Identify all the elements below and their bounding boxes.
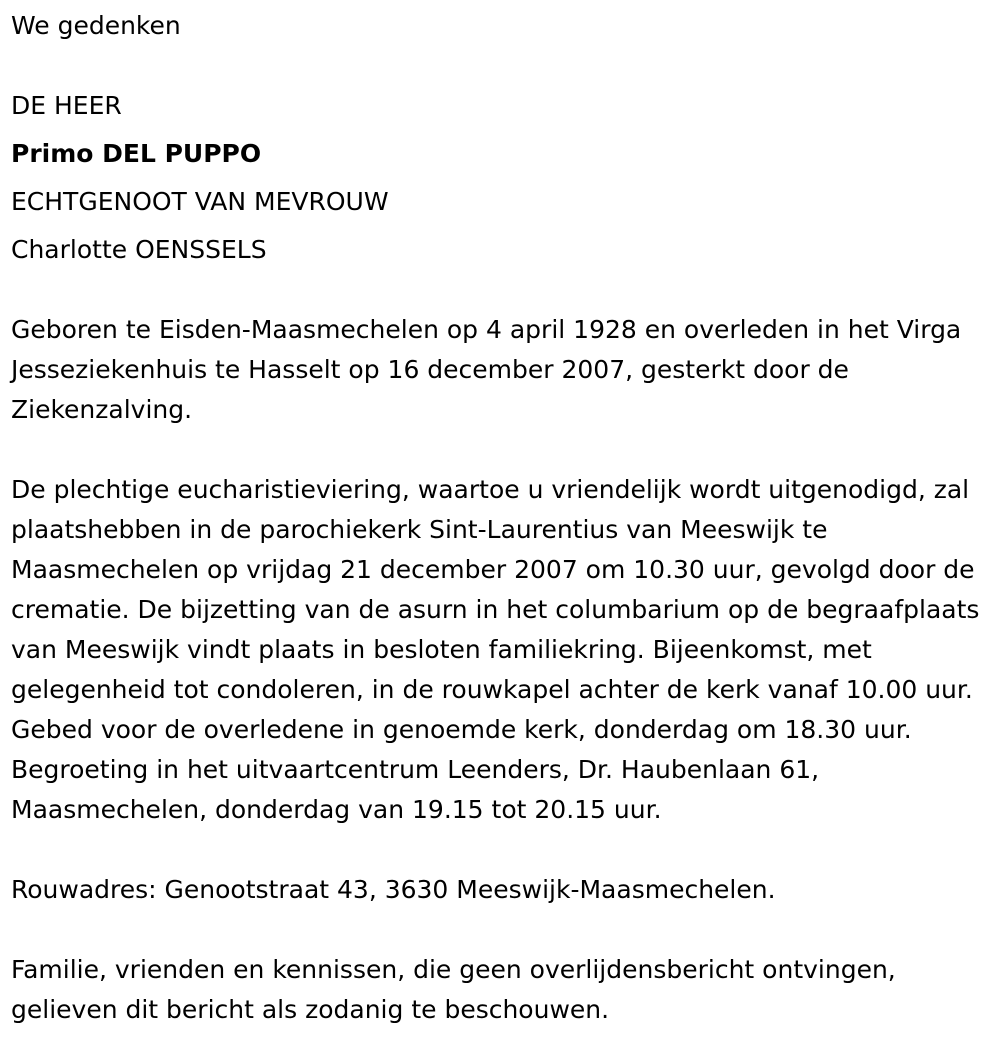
birth-death-paragraph: Geboren te Eisden-Maasmechelen op 4 april 1928 en overleden in het Virga Jesseziekenhuis te Hasselt op 16 december 2007, gesterkt door de Ziekenzalving.: [11, 315, 962, 424]
address-text: Rouwadres: Genootstraat 43, 3630 Meeswijk-Maasmechelen.: [11, 875, 776, 904]
closing-paragraph: Familie, vrienden en kennissen, die geen overlijdensbericht ontvingen, gelieven dit bericht als zodanig te beschouwen.: [11, 955, 896, 1024]
spouse-name: Charlotte OENSSELS: [11, 235, 267, 264]
spouse-label: ECHTGENOOT VAN MEVROUW: [11, 187, 389, 216]
title-prefix: DE HEER: [11, 91, 122, 120]
deceased-name: Primo DEL PUPPO: [11, 139, 262, 168]
intro-text: We gedenken: [11, 11, 181, 40]
ceremony-paragraph: De plechtige eucharistieviering, waartoe u vriendelijk wordt uitgenodigd, zal plaatshebben in de parochiekerk Sint-Laurentius van Meeswijk te Maasmechelen op vrijdag 21 december 2007 om 10.30 uur, gevolgd door de crematie. De bijzetting van de asurn in het columbarium op de begraafplaats van Meeswijk vindt plaats in besloten familiekring. Bijeenkomst, met gelegenheid tot condoleren, in de rouwkapel achter de kerk vanaf 10.00 uur. Gebed voor de overledene in genoemde kerk, donderdag om 18.30 uur. Begroeting in het uitvaartcentrum Leenders, Dr. Haubenlaan 61, Maasmechelen, donderdag van 19.15 tot 20.15 uur.: [11, 475, 980, 824]
